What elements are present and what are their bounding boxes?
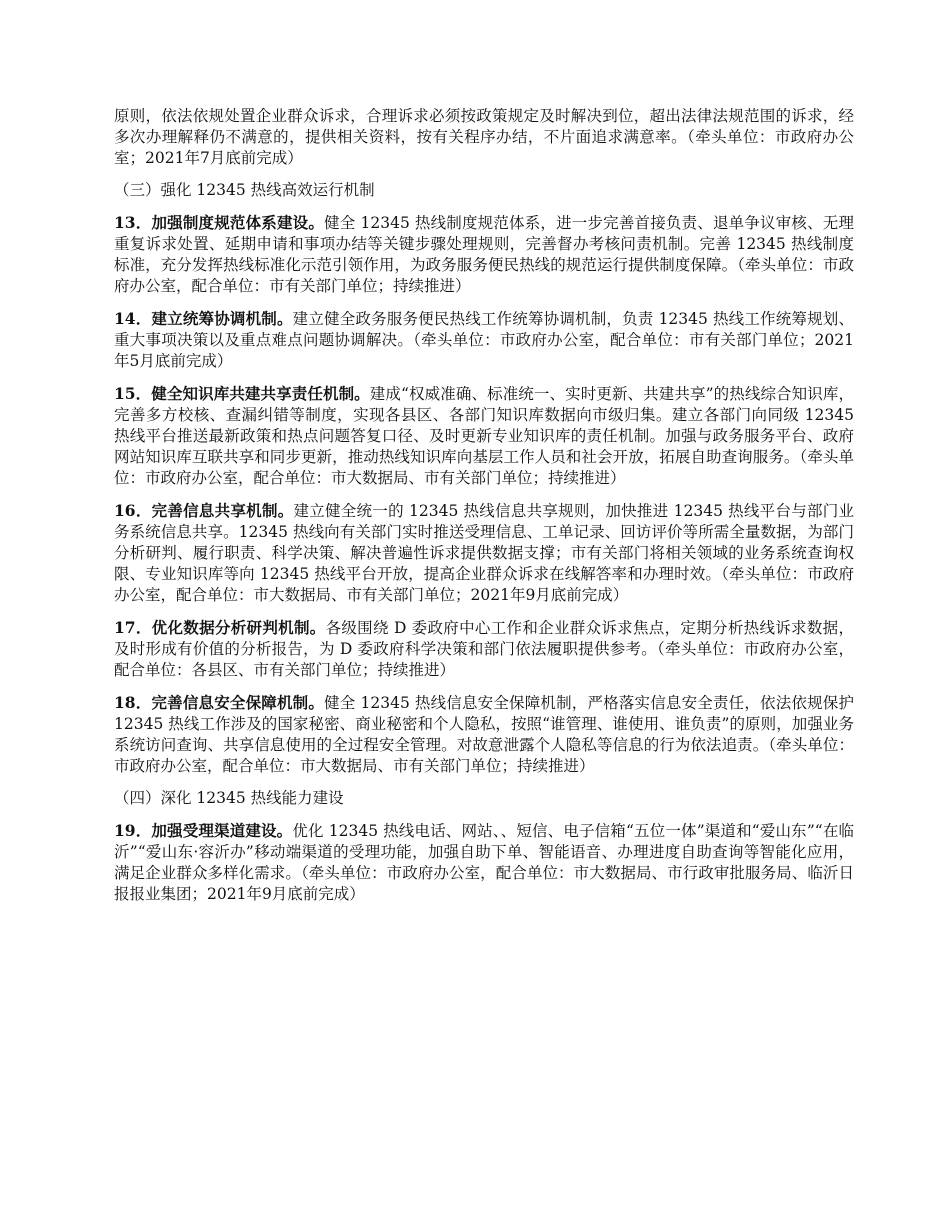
intro-paragraph: 原则，依法依规处置企业群众诉求，合理诉求必须按政策规定及时解决到位，超出法律法规范围的诉求，经多次办理解释仍不满意的，提供相关资料，按有关程序办结，不片面追求满意率。（牵头单位：市政府办公室；2021年7月底前完成） [114,107,854,167]
item-15-body: 建成“权威准确、标准统一、实时更新、共建共享”的热线综合知识库，完善多方校核、查漏纠错等制度，实现各县区、各部门知识库数据向市级归集。建立各部门向同级 12345 热线平台推送最新政策和热点问题答复口径、及时更新专业知识库的责任机制。加强与政务服务平台、政府网站知识库互联共享和同步更新，推动热线知识库向基层工作人员和社会开放，拓展自助查询服务。（牵头单位：市政府办公室，配合单位：市大数据局、市有关部门单位；持续推进） [114,385,854,487]
item-18-title: 18．完善信息安全保障机制。 [114,693,325,712]
item-19-body: 优化 12345 热线电话、网站、、短信、电子信箱“五位一体”渠道和“爱山东”“在临沂”“爱山东·容沂办”移动端渠道的受理功能，加强自助下单、智能语音、办理进度自助查询等智能化应用，满足企业群众多样化需求。（牵头单位：市政府办公室，配合单位：市大数据局、市行政审批服务局、临沂日报报业集团；2021年9月底前完成） [114,822,854,903]
item-16-title: 16．完善信息共享机制。 [114,501,294,520]
item-19-title: 19．加强受理渠道建设。 [114,821,293,840]
item-17-title: 17．优化数据分析研判机制。 [114,618,326,637]
item-18-body: 健全 12345 热线信息安全保障机制，严格落实信息安全责任，依法依规保护 12345 热线工作涉及的国家秘密、商业秘密和个人隐私，按照“谁管理、谁使用、谁负责”的原则，加强业务系统访问查询、共享信息使用的全过程安全管理。对故意泄露个人隐私等信息的行为依法追责。（牵头单位：市政府办公室，配合单位：市大数据局、市有关部门单位；持续推进） [114,694,854,775]
section-heading-3: （三）强化 12345 热线高效运行机制 [114,181,375,199]
item-15-paragraph [114,383,854,489]
item-17-body: 各级围绕 D 委政府中心工作和企业群众诉求焦点，定期分析热线诉求数据，及时形成有价值的分析报告，为 D 委政府科学决策和部门依法履职提供参考。（牵头单位：市政府办公室，配合单位：各县区、市有关部门单位；持续推进） [114,619,854,679]
item-16-paragraph [114,500,854,606]
item-13-paragraph [114,212,854,297]
item-16-body: 建立健全统一的 12345 热线信息共享规则，加快推进 12345 热线平台与部门业务系统信息共享。12345 热线向有关部门实时推送受理信息、工单记录、回访评价等所需全量数据，为部门分析研判、履行职责、科学决策、解决普遍性诉求提供数据支撑；市有关部门将相关领域的业务系统查询权限、专业知识库等向 12345 热线平台开放，提高企业群众诉求在线解答率和办理时效。（牵头单位：市政府办公室，配合单位：市大数据局、市有关部门单位；2021年9月底前完成） [114,502,854,604]
section-heading-4: （四）深化 12345 热线能力建设 [114,789,344,807]
item-19-paragraph [114,820,854,905]
item-15-title: 15．健全知识库共建共享责任机制。 [114,384,370,403]
item-13-title: 13．加强制度规范体系建设。 [114,213,325,232]
item-18-paragraph [114,692,854,777]
item-14-body: 建立健全政务服务便民热线工作统筹协调机制，负责 12345 热线工作统筹规划、重大事项决策以及重点难点问题协调解决。（牵头单位：市政府办公室，配合单位：市有关部门单位；2021年5月底前完成） [114,310,854,370]
item-14-title: 14．建立统筹协调机制。 [114,309,293,328]
item-13-body: 健全 12345 热线制度规范体系，进一步完善首接负责、退单争议审核、无理重复诉求处置、延期申请和事项办结等关键步骤处理规则，完善督办考核问责机制。完善 12345 热线制度标准，充分发挥热线标准化示范引领作用，为政务服务便民热线的规范运行提供制度保障。（牵头单位：市政府办公室，配合单位：市有关部门单位；持续推进） [114,214,854,295]
item-17-paragraph [114,617,854,681]
document-page [114,106,854,916]
item-14-paragraph [114,308,854,372]
